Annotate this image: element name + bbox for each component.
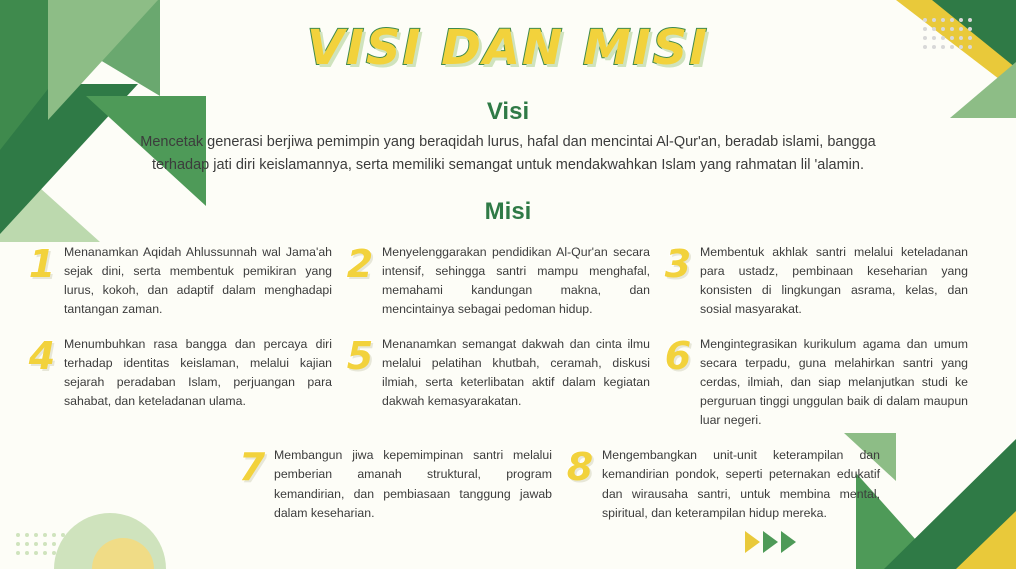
list-item	[338, 335, 656, 430]
misi-number: 8	[566, 445, 594, 490]
misi-row	[20, 335, 996, 446]
list-item	[656, 335, 974, 430]
misi-number: 2	[346, 242, 374, 286]
list-item	[20, 243, 338, 319]
misi-text: Membentuk akhlak santri melalui keteladanan para ustadz, pembinaan keseharian yang konsisten di lingkungan asrama, kelas, dan sosial masyarakat.	[700, 245, 968, 317]
misi-text: Mengembangkan unit-unit keterampilan dan kemandirian pondok, seperti peternakan edukatif dan wirausaha santri, untuk membina mental, spiritual, dan keterampilan hidup mereka.	[602, 448, 880, 520]
visi-text: Mencetak generasi berjiwa pemimpin yang beraqidah lurus, hafal dan mencintai Al-Qur'an, beradab islami, bangga terhadap jati diri keislamannya, serta memiliki semangat untuk mendakwahkan Islam yang rahmatan lil 'alamin.	[140, 134, 876, 174]
misi-number: 4	[28, 334, 56, 379]
misi-text: Menumbuhkan rasa bangga dan percaya diri terhadap identitas keislaman, melalui kajian sejarah peradaban Islam, perjuangan para sahabat, dan keteladanan ulama.	[64, 337, 332, 409]
list-item	[230, 446, 558, 522]
misi-number: 3	[664, 242, 692, 286]
list-item	[558, 446, 886, 522]
misi-row	[20, 446, 996, 538]
list-item	[20, 335, 338, 430]
misi-row	[20, 243, 996, 335]
misi-text: Menanamkan Aqidah Ahlussunnah wal Jama'ah sejak dini, serta membentuk pemikiran yang lurus, kokoh, dan adaptif dalam menghadapi tantangan zaman.	[64, 245, 332, 317]
misi-number: 7	[238, 445, 266, 490]
misi-text: Membangun jiwa kepemimpinan santri melalui pemberian amanah struktural, program kemandirian, dan pembiasaan tanggung jawab dalam keseharian.	[274, 448, 552, 520]
list-item	[656, 243, 974, 319]
misi-text: Menyelenggarakan pendidikan Al-Qur'an secara intensif, sehingga santri mampu menghafal, memahami kandungan makna, dan mencintainya sebagai pedoman hidup.	[382, 245, 650, 317]
visi-heading: Visi	[486, 98, 530, 125]
misi-text: Mengintegrasikan kurikulum agama dan umum secara terpadu, guna melahirkan santri yang cerdas, ilmiah, dan siap melanjutkan studi ke perguruan tinggi unggulan baik di dalam maupun luar negeri.	[700, 337, 968, 428]
list-item	[338, 243, 656, 319]
page-title: VISI DAN MISI	[306, 20, 710, 76]
misi-heading: Misi	[484, 198, 532, 225]
misi-number: 6	[664, 334, 692, 379]
misi-text: Menanamkan semangat dakwah dan cinta ilmu melalui pelatihan khutbah, ceramah, diskusi ilmiah, serta keterlibatan aktif dalam kegiatan dakwah kemasyarakatan.	[382, 337, 650, 409]
misi-number: 5	[346, 334, 374, 379]
misi-list	[20, 243, 996, 539]
misi-number: 1	[28, 242, 56, 286]
